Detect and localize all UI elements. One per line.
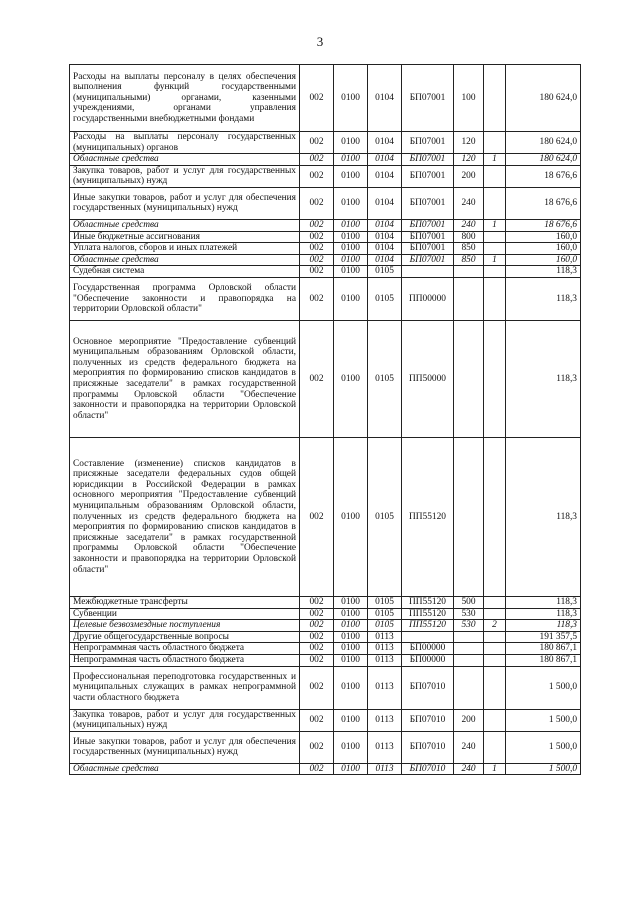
amount: 118,3 [506, 277, 581, 320]
expense-type-code: 100 [454, 65, 484, 132]
table-row [70, 620, 581, 632]
amount: 1 500,0 [506, 731, 581, 763]
table-row [70, 596, 581, 608]
amount: 180 624,0 [506, 65, 581, 132]
amount: 118,3 [506, 596, 581, 608]
target-article-code: БП07010 [402, 731, 454, 763]
amount: 160,0 [506, 254, 581, 266]
table-row [70, 187, 581, 219]
expense-type-code: 530 [454, 620, 484, 632]
table-body [70, 65, 581, 775]
budget-item-name: Закупка товаров, работ и услуг для государственных (муниципальных) нужд [70, 709, 300, 731]
amount: 1 500,0 [506, 763, 581, 775]
expense-type-code: 850 [454, 243, 484, 255]
funding-source-code [484, 631, 506, 643]
budget-item-name: Иные закупки товаров, работ и услуг для обеспечения государственных (муниципальных) нужд [70, 731, 300, 763]
expense-type-code: 120 [454, 132, 484, 154]
table-row [70, 243, 581, 255]
expense-type-code: 850 [454, 254, 484, 266]
amount: 180 624,0 [506, 132, 581, 154]
funding-source-code [484, 277, 506, 320]
target-article-code: БП00000 [402, 643, 454, 655]
subsection-code: 0113 [368, 643, 402, 655]
subsection-code: 0113 [368, 731, 402, 763]
section-code: 0100 [334, 654, 368, 666]
target-article-code: БП07010 [402, 709, 454, 731]
funding-source-code [484, 243, 506, 255]
budget-item-name: Расходы на выплаты персоналу государственных (муниципальных) органов [70, 132, 300, 154]
ministry-code: 002 [300, 631, 334, 643]
subsection-code: 0105 [368, 596, 402, 608]
target-article-code: ПП55120 [402, 437, 454, 596]
ministry-code: 002 [300, 731, 334, 763]
subsection-code: 0105 [368, 320, 402, 437]
funding-source-code [484, 320, 506, 437]
section-code: 0100 [334, 643, 368, 655]
amount: 118,3 [506, 608, 581, 620]
expense-type-code: 530 [454, 608, 484, 620]
amount: 1 500,0 [506, 709, 581, 731]
expense-type-code [454, 277, 484, 320]
amount: 191 357,5 [506, 631, 581, 643]
amount: 160,0 [506, 231, 581, 243]
section-code: 0100 [334, 154, 368, 166]
budget-item-name: Субвенции [70, 608, 300, 620]
funding-source-code [484, 596, 506, 608]
table-row [70, 277, 581, 320]
table-row [70, 654, 581, 666]
ministry-code: 002 [300, 608, 334, 620]
target-article-code: ПП55120 [402, 620, 454, 632]
section-code: 0100 [334, 165, 368, 187]
target-article-code: ПП50000 [402, 320, 454, 437]
target-article-code: БП07001 [402, 243, 454, 255]
section-code: 0100 [334, 320, 368, 437]
funding-source-code [484, 654, 506, 666]
funding-source-code: 1 [484, 763, 506, 775]
funding-source-code: 2 [484, 620, 506, 632]
ministry-code: 002 [300, 254, 334, 266]
budget-item-name: Непрограммная часть областного бюджета [70, 643, 300, 655]
subsection-code: 0104 [368, 132, 402, 154]
section-code: 0100 [334, 437, 368, 596]
expense-type-code [454, 666, 484, 709]
expense-type-code: 200 [454, 709, 484, 731]
ministry-code: 002 [300, 231, 334, 243]
funding-source-code [484, 132, 506, 154]
budget-item-name: Межбюджетные трансферты [70, 596, 300, 608]
target-article-code: БП07001 [402, 65, 454, 132]
section-code: 0100 [334, 187, 368, 219]
target-article-code: БП00000 [402, 654, 454, 666]
ministry-code: 002 [300, 219, 334, 231]
subsection-code: 0104 [368, 154, 402, 166]
table-row [70, 666, 581, 709]
funding-source-code [484, 666, 506, 709]
expense-type-code [454, 320, 484, 437]
expense-type-code [454, 631, 484, 643]
table-row [70, 132, 581, 154]
amount: 118,3 [506, 320, 581, 437]
ministry-code: 002 [300, 437, 334, 596]
amount: 180 624,0 [506, 154, 581, 166]
section-code: 0100 [334, 132, 368, 154]
table-row [70, 709, 581, 731]
funding-source-code [484, 187, 506, 219]
ministry-code: 002 [300, 320, 334, 437]
ministry-code: 002 [300, 243, 334, 255]
table-row [70, 643, 581, 655]
target-article-code: БП07001 [402, 154, 454, 166]
table-row [70, 231, 581, 243]
ministry-code: 002 [300, 709, 334, 731]
target-article-code: БП07001 [402, 231, 454, 243]
target-article-code: ПП55120 [402, 608, 454, 620]
budget-item-name: Областные средства [70, 254, 300, 266]
section-code: 0100 [334, 666, 368, 709]
section-code: 0100 [334, 731, 368, 763]
ministry-code: 002 [300, 65, 334, 132]
ministry-code: 002 [300, 187, 334, 219]
budget-item-name: Судебная система [70, 266, 300, 278]
expense-type-code: 240 [454, 187, 484, 219]
subsection-code: 0113 [368, 631, 402, 643]
section-code: 0100 [334, 254, 368, 266]
target-article-code: ПП00000 [402, 277, 454, 320]
amount: 160,0 [506, 243, 581, 255]
table-row [70, 219, 581, 231]
budget-item-name: Непрограммная часть областного бюджета [70, 654, 300, 666]
funding-source-code [484, 731, 506, 763]
funding-source-code [484, 65, 506, 132]
table-row [70, 437, 581, 596]
section-code: 0100 [334, 631, 368, 643]
funding-source-code [484, 608, 506, 620]
subsection-code: 0105 [368, 620, 402, 632]
budget-item-name: Закупка товаров, работ и услуг для государственных (муниципальных) нужд [70, 165, 300, 187]
funding-source-code [484, 437, 506, 596]
target-article-code: ПП55120 [402, 596, 454, 608]
section-code: 0100 [334, 65, 368, 132]
funding-source-code: 1 [484, 254, 506, 266]
target-article-code: БП07001 [402, 165, 454, 187]
table-row [70, 165, 581, 187]
section-code: 0100 [334, 231, 368, 243]
expense-type-code [454, 643, 484, 655]
subsection-code: 0105 [368, 277, 402, 320]
budget-item-name: Уплата налогов, сборов и иных платежей [70, 243, 300, 255]
target-article-code [402, 266, 454, 278]
budget-item-name: Государственная программа Орловской области "Обеспечение законности и правопорядка на территории Орловской области" [70, 277, 300, 320]
expense-type-code: 240 [454, 219, 484, 231]
ministry-code: 002 [300, 596, 334, 608]
subsection-code: 0104 [368, 254, 402, 266]
ministry-code: 002 [300, 620, 334, 632]
budget-item-name: Иные бюджетные ассигнования [70, 231, 300, 243]
ministry-code: 002 [300, 666, 334, 709]
budget-item-name: Целевые безвозмездные поступления [70, 620, 300, 632]
table-row [70, 266, 581, 278]
amount: 1 500,0 [506, 666, 581, 709]
budget-item-name: Составление (изменение) списков кандидатов в присяжные заседатели федеральных судов общей юрисдикции в Российской Федерации в рамках основного мероприятия "Предоставление субвенций муниципальным образованиям Орловской области, полученных из средств федерального бюджета на мероприятия по формированию списков кандидатов в присяжные заседатели" в рамках государственной программы Орловской области "Обеспечение законности и правопорядка на территории Орловской области" [70, 437, 300, 596]
target-article-code: БП07010 [402, 666, 454, 709]
subsection-code: 0104 [368, 65, 402, 132]
page-number: 3 [316, 34, 324, 49]
ministry-code: 002 [300, 154, 334, 166]
funding-source-code [484, 266, 506, 278]
ministry-code: 002 [300, 266, 334, 278]
target-article-code: БП07001 [402, 254, 454, 266]
table-row [70, 254, 581, 266]
amount: 180 867,1 [506, 643, 581, 655]
amount: 118,3 [506, 266, 581, 278]
ministry-code: 002 [300, 643, 334, 655]
section-code: 0100 [334, 608, 368, 620]
table-row [70, 763, 581, 775]
target-article-code: БП07001 [402, 219, 454, 231]
section-code: 0100 [334, 219, 368, 231]
table-row [70, 154, 581, 166]
expense-type-code: 240 [454, 763, 484, 775]
funding-source-code: 1 [484, 154, 506, 166]
subsection-code: 0104 [368, 187, 402, 219]
table-row [70, 65, 581, 132]
section-code: 0100 [334, 620, 368, 632]
budget-item-name: Иные закупки товаров, работ и услуг для обеспечения государственных (муниципальных) нужд [70, 187, 300, 219]
budget-item-name: Другие общегосударственные вопросы [70, 631, 300, 643]
expense-type-code: 500 [454, 596, 484, 608]
ministry-code: 002 [300, 654, 334, 666]
budget-item-name: Расходы на выплаты персоналу в целях обеспечения выполнения функций государственными (муниципальными) органами, казенными учреждениями, органами управления государственными внебюджетными фондами [70, 65, 300, 132]
ministry-code: 002 [300, 763, 334, 775]
ministry-code: 002 [300, 132, 334, 154]
budget-item-name: Областные средства [70, 219, 300, 231]
target-article-code: БП07001 [402, 132, 454, 154]
section-code: 0100 [334, 596, 368, 608]
subsection-code: 0113 [368, 654, 402, 666]
table-row [70, 320, 581, 437]
expense-type-code: 120 [454, 154, 484, 166]
expense-type-code: 240 [454, 731, 484, 763]
subsection-code: 0104 [368, 165, 402, 187]
subsection-code: 0104 [368, 243, 402, 255]
subsection-code: 0104 [368, 231, 402, 243]
target-article-code [402, 631, 454, 643]
section-code: 0100 [334, 709, 368, 731]
budget-item-name: Профессиональная переподготовка государственных и муниципальных служащих в рамках непрограммной части областного бюджета [70, 666, 300, 709]
funding-source-code [484, 165, 506, 187]
amount: 118,3 [506, 620, 581, 632]
subsection-code: 0113 [368, 709, 402, 731]
section-code: 0100 [334, 243, 368, 255]
section-code: 0100 [334, 277, 368, 320]
table-row [70, 608, 581, 620]
ministry-code: 002 [300, 277, 334, 320]
funding-source-code [484, 709, 506, 731]
funding-source-code: 1 [484, 219, 506, 231]
amount: 18 676,6 [506, 165, 581, 187]
subsection-code: 0113 [368, 666, 402, 709]
target-article-code: БП07010 [402, 763, 454, 775]
amount: 18 676,6 [506, 187, 581, 219]
table-row [70, 631, 581, 643]
funding-source-code [484, 231, 506, 243]
expense-type-code: 800 [454, 231, 484, 243]
budget-item-name: Основное мероприятие "Предоставление субвенций муниципальным образованиям Орловской области, полученных из средств федерального бюджета на мероприятия по формированию списков кандидатов в присяжные заседатели" в рамках государственной программы Орловской области "Обеспечение законности и правопорядка на территории Орловской области" [70, 320, 300, 437]
budget-item-name: Областные средства [70, 763, 300, 775]
subsection-code: 0113 [368, 763, 402, 775]
budget-table [69, 64, 581, 775]
subsection-code: 0105 [368, 437, 402, 596]
expense-type-code [454, 654, 484, 666]
budget-item-name: Областные средства [70, 154, 300, 166]
amount: 18 676,6 [506, 219, 581, 231]
section-code: 0100 [334, 266, 368, 278]
table-row [70, 731, 581, 763]
target-article-code: БП07001 [402, 187, 454, 219]
section-code: 0100 [334, 763, 368, 775]
amount: 118,3 [506, 437, 581, 596]
expense-type-code: 200 [454, 165, 484, 187]
ministry-code: 002 [300, 165, 334, 187]
subsection-code: 0105 [368, 266, 402, 278]
subsection-code: 0105 [368, 608, 402, 620]
subsection-code: 0104 [368, 219, 402, 231]
expense-type-code [454, 437, 484, 596]
amount: 180 867,1 [506, 654, 581, 666]
expense-type-code [454, 266, 484, 278]
funding-source-code [484, 643, 506, 655]
